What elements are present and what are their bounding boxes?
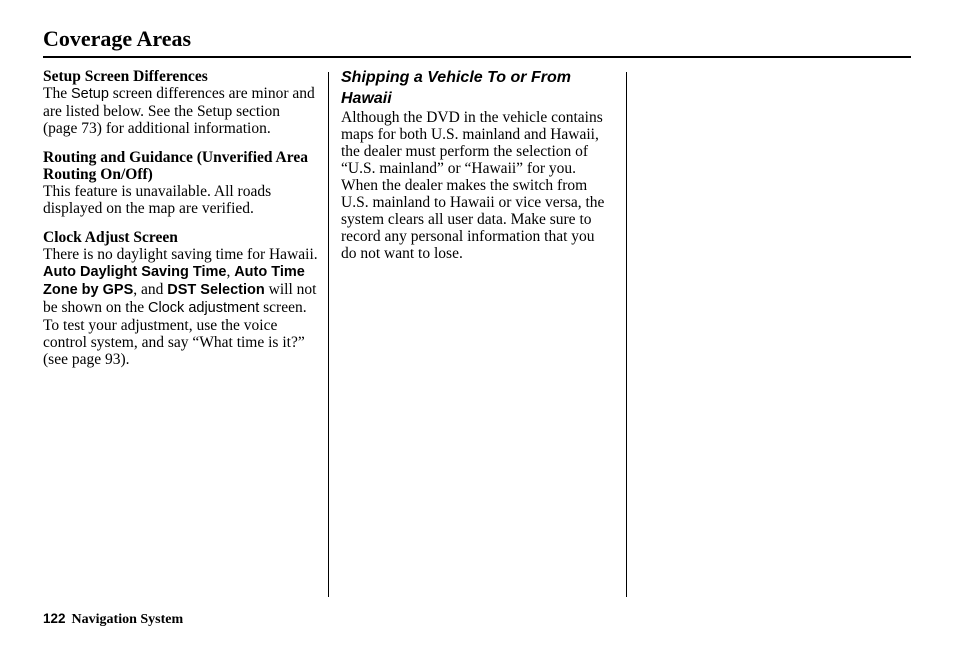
clock-term-clock-adjustment: Clock adjustment [148, 300, 260, 316]
routing-heading: Routing and Guidance (Unverified Area Routing On/Off) [43, 149, 308, 183]
clock-term-auto-tz: Auto Time Zone by GPS [43, 264, 305, 298]
clock-heading: Clock Adjust Screen [43, 229, 178, 246]
column-divider-2 [626, 72, 627, 597]
setup-text-2: screen differences are minor and are listed below. See the Setup section (page 73) for additional information. [43, 85, 315, 137]
clock-text-5: screen. To test your adjustment, use the voice control system, and say “What time is it?” (see page 93). [43, 299, 307, 368]
setup-term: Setup [70, 86, 109, 102]
shipping-body: Although the DVD in the vehicle contains maps for both U.S. mainland and Hawaii, the dealer must perform the selection of “U.S. mainland” or “Hawaii” for you. When the dealer makes the switch from U.S. mainland to Hawaii or vice versa, the system clears all user data. Make sure to record any personal information that you do not want to lose. [341, 109, 605, 262]
page-title: Coverage Areas [43, 26, 192, 51]
clock-text-1: There is no daylight saving time for Hawaii. [43, 246, 318, 263]
clock-term-dst-selection: DST Selection [167, 282, 265, 298]
clock-text-3: , and [133, 281, 168, 298]
page-number: 122 [43, 611, 66, 626]
clock-text-2: , [226, 263, 235, 280]
setup-text-1: The [43, 85, 71, 102]
setup-body [43, 85, 318, 137]
clock-section [43, 229, 318, 368]
clock-term-auto-dst: Auto Daylight Saving Time [43, 264, 227, 280]
setup-section [43, 68, 318, 137]
column-divider-1 [328, 72, 329, 597]
title-rule [43, 56, 911, 58]
routing-section [43, 149, 318, 217]
middle-column [341, 68, 613, 262]
clock-text-4: will not be shown on the [43, 281, 317, 316]
footer-label: Navigation System [71, 612, 184, 627]
page-footer [43, 610, 183, 628]
clock-body [43, 246, 318, 368]
left-column [43, 68, 318, 380]
shipping-heading: Shipping a Vehicle To or From Hawaii [341, 69, 571, 107]
setup-heading: Setup Screen Differences [43, 68, 208, 85]
routing-body: This feature is unavailable. All roads displayed on the map are verified. [43, 183, 272, 217]
